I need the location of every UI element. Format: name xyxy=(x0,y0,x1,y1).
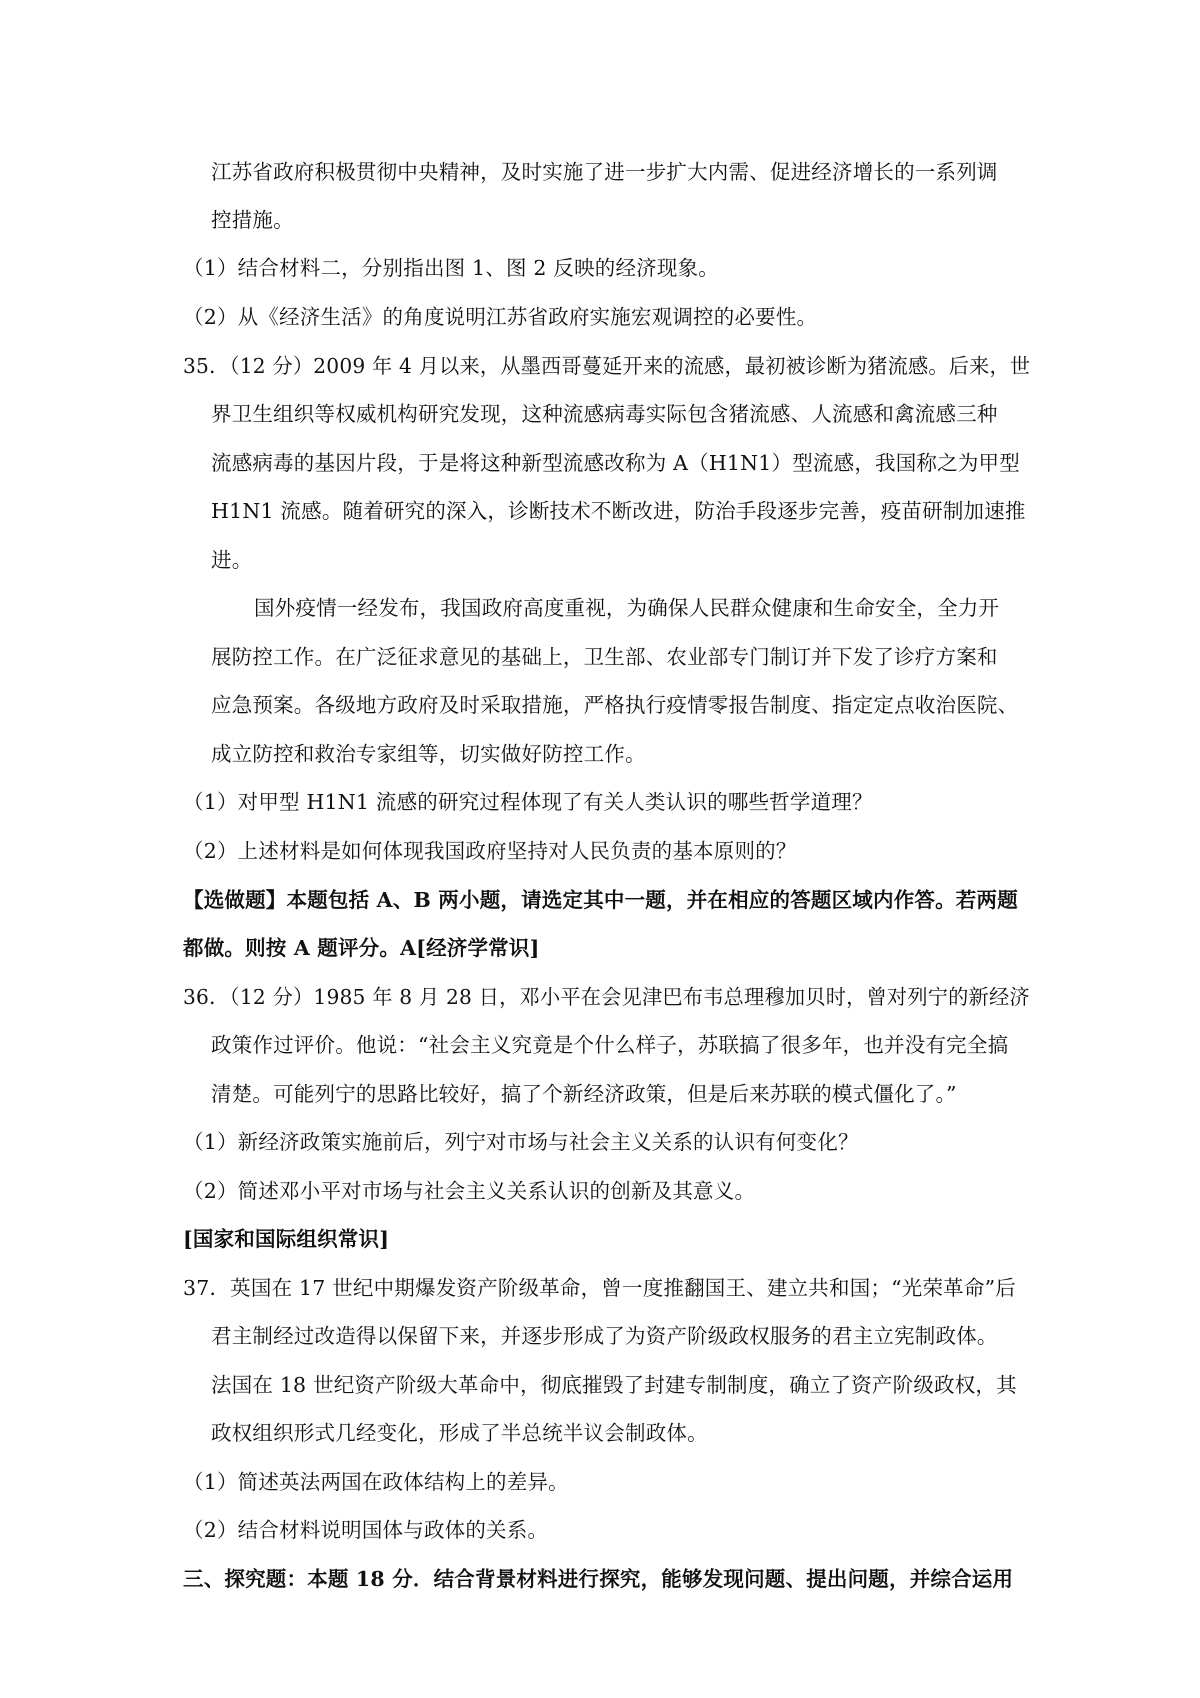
section-heading: 【选做题】本题包括 A、B 两小题，请选定其中一题，并在相应的答题区域内作答。若两题 xyxy=(183,888,1018,912)
question-line: （2）上述材料是如何体现我国政府坚持对人民负责的基本原则的？ xyxy=(183,839,797,863)
paragraph-line: 清楚。可能列宁的思路比较好，搞了个新经济政策，但是后来苏联的模式僵化了。” xyxy=(211,1082,957,1106)
question-line: （1）简述英法两国在政体结构上的差异。 xyxy=(183,1470,569,1494)
section-heading: [国家和国际组织常识] xyxy=(183,1227,390,1251)
paragraph-line: 应急预案。各级地方政府及时采取措施，严格执行疫情零报告制度、指定定点收治医院、 xyxy=(211,693,1019,717)
paragraph-line: 进。 xyxy=(211,548,253,572)
paragraph-line: 法国在 18 世纪资产阶级大革命中，彻底摧毁了封建专制制度，确立了资产阶级政权，其 xyxy=(211,1373,1017,1397)
section-heading: 三、探究题：本题 18 分．结合背景材料进行探究，能够发现问题、提出问题，并综合运用 xyxy=(183,1567,1014,1591)
question-heading: 37．英国在 17 世纪中期爆发资产阶级革命，曾一度推翻国王、建立共和国；“光荣革命”后 xyxy=(183,1276,1016,1300)
question-line: （2）简述邓小平对市场与社会主义关系认识的创新及其意义。 xyxy=(183,1179,756,1203)
paragraph-line: 展防控工作。在广泛征求意见的基础上，卫生部、农业部专门制订并下发了诊疗方案和 xyxy=(211,645,998,669)
question-line: （2）从《经济生活》的角度说明江苏省政府实施宏观调控的必要性。 xyxy=(183,305,818,329)
paragraph-line: H1N1 流感。随着研究的深入，诊断技术不断改进，防治手段逐步完善，疫苗研制加速推 xyxy=(211,499,1026,523)
paragraph-line: 流感病毒的基因片段，于是将这种新型流感改称为 A（H1N1）型流感，我国称之为甲型 xyxy=(211,451,1020,475)
question-heading: 35．（12 分）2009 年 4 月以来，从墨西哥蔓延开来的流感，最初被诊断为猪流感。后来，世 xyxy=(183,354,1031,378)
paragraph-line: 控措施。 xyxy=(211,208,294,232)
section-heading: 都做。则按 A 题评分。A[经济学常识] xyxy=(183,936,540,960)
question-line: （2）结合材料说明国体与政体的关系。 xyxy=(183,1518,549,1542)
question-heading: 36．（12 分）1985 年 8 月 28 日，邓小平在会见津巴布韦总理穆加贝时，曾对列宁的新经济 xyxy=(183,985,1030,1009)
paragraph-line: 江苏省政府积极贯彻中央精神，及时实施了进一步扩大内需、促进经济增长的一系列调 xyxy=(211,160,998,184)
question-line: （1）结合材料二，分别指出图 1、图 2 反映的经济现象。 xyxy=(183,256,719,280)
paragraph-line: 政权组织形式几经变化，形成了半总统半议会制政体。 xyxy=(211,1421,708,1445)
question-line: （1）新经济政策实施前后，列宁对市场与社会主义关系的认识有何变化？ xyxy=(183,1130,859,1154)
question-line: （1）对甲型 H1N1 流感的研究过程体现了有关人类认识的哪些哲学道理？ xyxy=(183,790,873,814)
paragraph-line: 政策作过评价。他说：“社会主义究竟是个什么样子，苏联搞了很多年，也并没有完全搞 xyxy=(211,1033,1009,1057)
paragraph-line: 君主制经过改造得以保留下来，并逐步形成了为资产阶级政权服务的君主立宪制政体。 xyxy=(211,1324,998,1348)
paragraph-line: 国外疫情一经发布，我国政府高度重视，为确保人民群众健康和生命安全，全力开 xyxy=(254,596,1000,620)
paragraph-line: 成立防控和救治专家组等，切实做好防控工作。 xyxy=(211,742,646,766)
paragraph-line: 界卫生组织等权威机构研究发现，这种流感病毒实际包含猪流感、人流感和禽流感三种 xyxy=(211,402,998,426)
